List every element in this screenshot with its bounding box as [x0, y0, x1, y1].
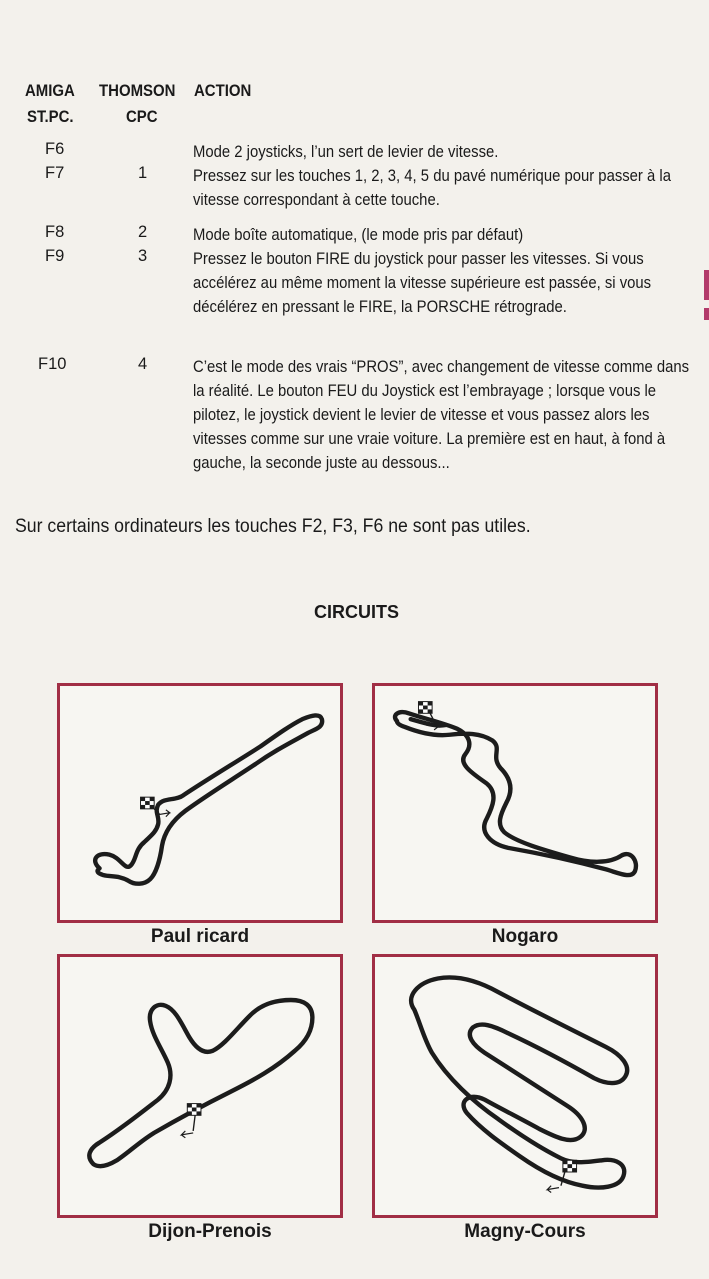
circuit-map-paul-ricard: [57, 683, 343, 923]
key-action: C’est le mode des vrais “PROS”, avec changement de vitesse comme dans la réalité. Le bouton FEU du Joystick est l’embrayage ; lorsque vous le pilotez, le joystick devient le levier de vitesse et vous passez alors les vitesses comme sur une vraie voiture. La première est en haut, à fond à gauche, la seconde juste au dessous...: [193, 358, 690, 472]
circuit-name-paul-ricard: Paul ricard: [150, 926, 250, 947]
key-action: Mode boîte automatique, (le mode pris par défaut): [193, 226, 524, 244]
header-st-pc: ST.PC.: [27, 107, 74, 126]
note-text: Sur certains ordinateurs les touches F2, F3, F6 ne sont pas utiles.: [15, 516, 531, 537]
circuit-map-magny-cours: [372, 954, 658, 1218]
key-amiga: F10: [38, 355, 67, 373]
key-thomson: 4: [138, 355, 148, 373]
track-nogaro: [375, 686, 655, 920]
key-amiga: F8: [45, 223, 65, 241]
key-amiga: F7: [45, 164, 65, 182]
circuit-name-dijon-prenois: Dijon-Prenois: [148, 1221, 272, 1242]
key-action: Mode 2 joysticks, l’un sert de levier de vitesse.: [193, 143, 499, 161]
key-amiga: F9: [45, 247, 65, 265]
edge-accent: [704, 270, 709, 300]
header-amiga: AMIGA: [25, 81, 75, 100]
header-thomson: THOMSON: [99, 81, 176, 100]
circuits-title-text: CIRCUITS: [314, 602, 399, 622]
checkered-flag-icon: [181, 1104, 201, 1138]
track-dijon-prenois: [60, 957, 340, 1215]
header-action: ACTION: [194, 81, 252, 100]
key-action: Pressez le bouton FIRE du joystick pour passer les vitesses. Si vous accélérez au même moment la vitesse supérieure est passée, si vous décélérez en pressant le FIRE, la PORSCHE rétrograde.: [193, 250, 652, 316]
circuit-map-nogaro: [372, 683, 658, 923]
key-thomson: 2: [138, 223, 148, 241]
circuits-title: [0, 602, 709, 623]
track-magny-cours: [375, 957, 655, 1215]
circuit-name-nogaro: Nogaro: [491, 926, 559, 947]
key-action: Pressez sur les touches 1, 2, 3, 4, 5 du pavé numérique pour passer à la vitesse correspondant à cette touche.: [193, 167, 671, 209]
key-thomson: 3: [138, 247, 148, 265]
key-amiga: F6: [45, 140, 65, 158]
track-paul-ricard: [60, 686, 340, 920]
circuit-map-dijon-prenois: [57, 954, 343, 1218]
circuit-name-magny-cours: Magny-Cours: [464, 1221, 586, 1242]
edge-accent: [704, 308, 709, 320]
key-thomson: 1: [138, 164, 148, 182]
header-cpc: CPC: [126, 107, 158, 126]
